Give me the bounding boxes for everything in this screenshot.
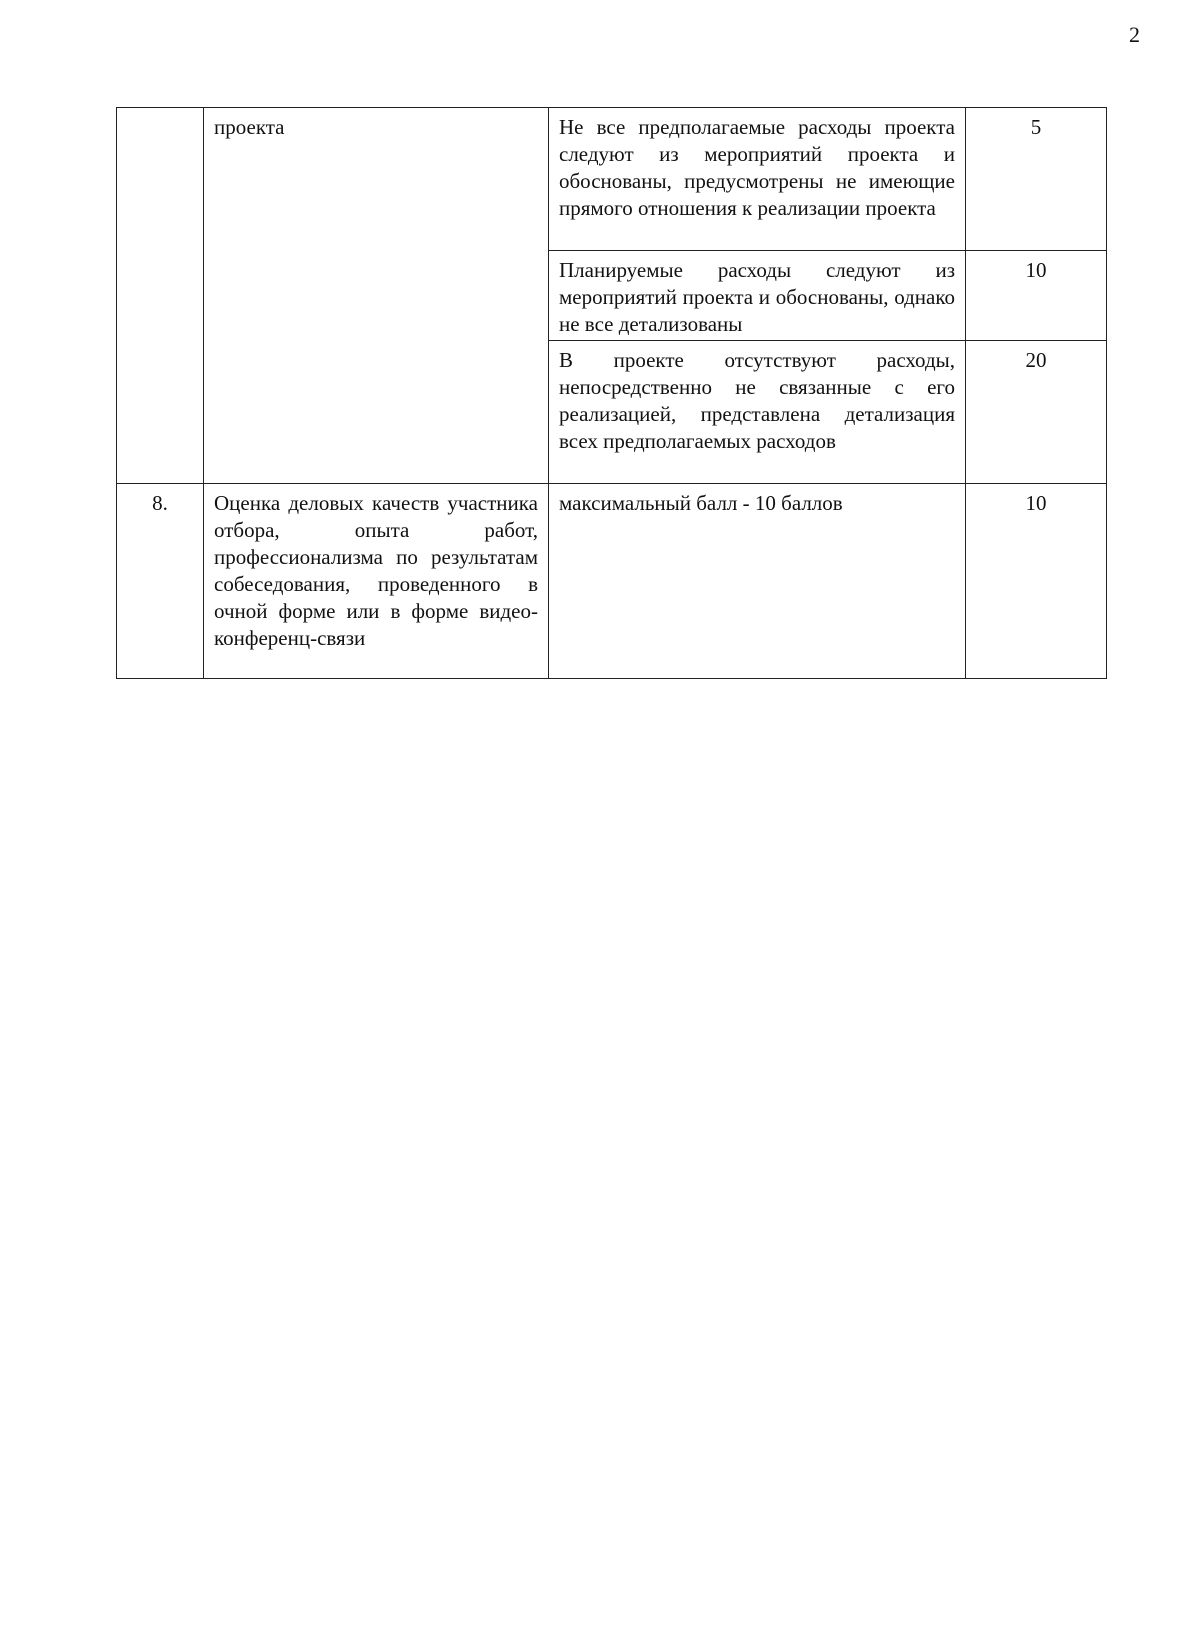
criterion-option-description: Не все предполагаемые расходы проекта следуют из мероприятий проекта и обоснованы, предусмотрены не имеющие прямого отношения к реализации проекта: [549, 108, 966, 251]
criterion-option-description: В проекте отсутствуют расходы, непосредственно не связанные с его реализацией, представлена детализация всех предполагаемых расходов: [549, 341, 966, 484]
criterion-name: проекта: [204, 108, 549, 484]
criterion-name: Оценка деловых качеств участника отбора, опыта работ, профессионализма по результатам собеседования, проведенного в очной форме или в форме видео-конференц-связи: [204, 484, 549, 679]
criterion-option-score: 10: [966, 251, 1107, 341]
criterion-option-score: 10: [966, 484, 1107, 679]
criterion-option-score: 20: [966, 341, 1107, 484]
table-row: [117, 484, 1107, 679]
criterion-option-description: Планируемые расходы следуют из мероприятий проекта и обоснованы, однако не все детализованы: [549, 251, 966, 341]
table-row: [117, 108, 1107, 251]
criterion-number: 8.: [117, 484, 204, 679]
criterion-number: [117, 108, 204, 484]
criteria-table: [116, 107, 1107, 679]
criterion-option-score: 5: [966, 108, 1107, 251]
criterion-option-description: максимальный балл - 10 баллов: [549, 484, 966, 679]
page-number: 2: [1129, 22, 1140, 47]
